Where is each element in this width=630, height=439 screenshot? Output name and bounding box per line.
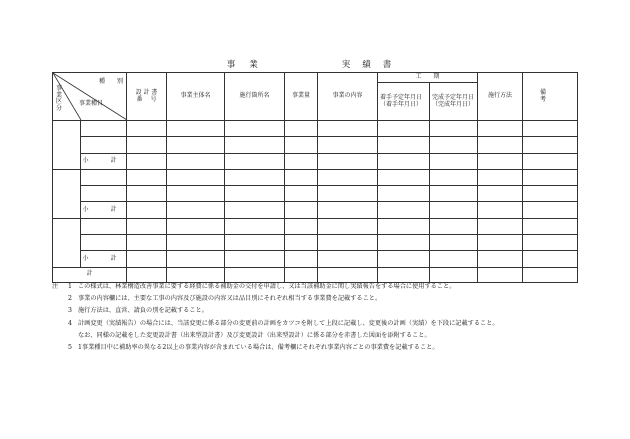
corner-label-shubetsu: 種 別 [99,78,124,85]
note-item [52,342,582,354]
total-label: 計 [53,267,127,282]
subtotal-row [53,153,578,169]
corner-label-shumoku: 事業種目 [79,100,104,107]
kubun-cell [53,121,81,170]
title-part2: 実績書 [341,60,404,70]
note-number: 1 [68,283,72,290]
page-title [0,58,630,70]
subtotal-label: 小 計 [81,153,127,169]
header-sekkei: 設 計 書 番 号 [127,73,167,121]
header-kansei: 完成予定年月日（完成年月日） [430,83,478,121]
header-naiyo: 事業の内容 [318,73,378,121]
header-koki: 工 期 [378,73,478,83]
header-ryo: 事業量 [285,73,318,121]
note-text: この様式は、林業構造改善事業に要する経費に係る補助金の交付を申請し、又は当該補助金に関し実績報告をする場合に使用すること。 [78,283,456,290]
corner-label-kubun: 事業区分 [55,85,62,112]
note-text: 施行方法は、直営、請負の別を記載すること。 [78,307,208,315]
subtotal-row [53,202,578,218]
header-basho: 施行箇所名 [225,73,285,121]
title-part1: 事業 [226,60,272,70]
header-shutai: 事業主体名 [167,73,225,121]
notes-section [52,281,582,354]
note-item [52,293,582,305]
note-text: なお、同様の記載をした変更設計書（出来型設計書）及び変更設計（出来型設計）に係る部分を赤書した図面を添附すること。 [78,331,431,339]
total-row [53,267,578,282]
report-table [52,72,581,283]
table-row [53,169,578,185]
table-row [53,186,578,202]
kubun-cell [53,218,81,267]
note-number: 2 [68,295,72,303]
table-row [53,121,578,137]
note-number: 4 [68,319,72,327]
subtotal-row [53,251,578,267]
notes-prefix: 注 [52,283,59,290]
corner-header-cell [53,73,127,121]
note-item [52,330,582,342]
note-item [52,318,582,330]
note-text: 計画変更（実績報告）の場合には、当該変更に係る部分の変更前の計画をカツコを附して上段に記載し、変更後の計画（実績）を下段に記載すること。 [78,319,499,327]
subtotal-label: 小 計 [81,202,127,218]
note-text: 事業の内容欄には、主要な工事の内容及び施設の内容又は品目別にそれぞれ相当する事業費を記載すること。 [78,295,382,303]
table-row [53,218,578,234]
note-text: 1事業種目中に補助率の異なる2以上の事業内容が含まれている場合は、備考欄にそれぞれ事業内容ごとの事業費を記載すること。 [78,344,439,352]
note-number: 5 [68,344,72,352]
note-number: 3 [68,307,72,315]
header-hoho: 施行方法 [478,73,523,121]
note-item [52,305,582,317]
table-row [53,235,578,251]
table-row [53,137,578,153]
header-row-1 [53,73,578,83]
subtotal-label: 小 計 [81,251,127,267]
header-bikou: 備 考 [523,73,578,121]
header-chakushu: 着手予定年月日（着手年月日） [378,83,430,121]
kubun-cell [53,169,81,218]
note-item [52,281,582,293]
